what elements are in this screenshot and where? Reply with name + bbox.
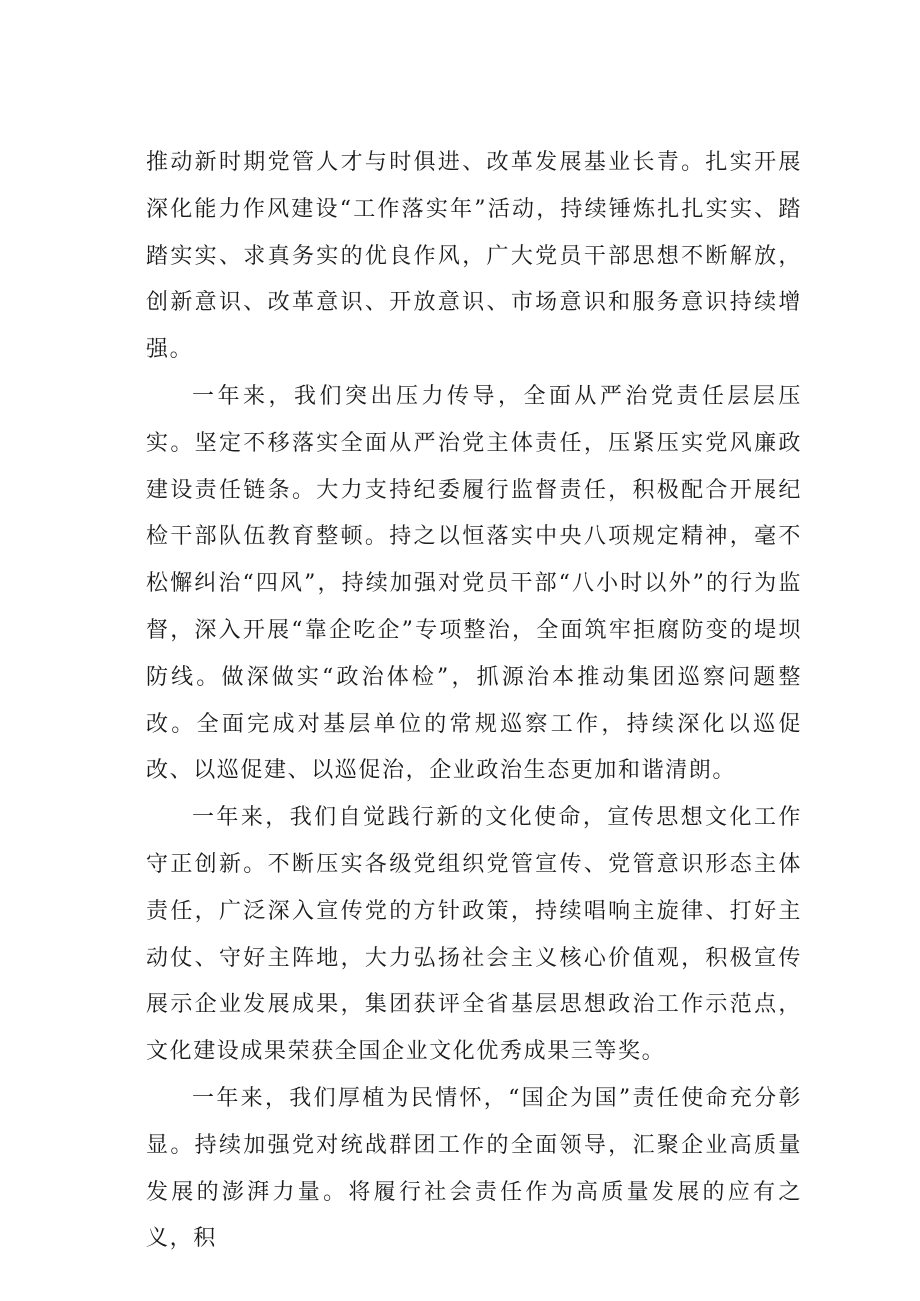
- paragraph-2: 一年来，我们突出压力传导，全面从严治党责任层层压实。坚定不移落实全面从严治党主体责任，压紧压实党风廉政建设责任链条。大力支持纪委履行监督责任，积极配合开展纪检干部队伍教育整顿。持之以恒落实中央八项规定精神，毫不松懈纠治“四风”，持续加强对党员干部“八小时以外”的行为监督，深入开展“靠企吃企”专项整治，全面筑牢拒腐防变的堤坝防线。做深做实“政治体检”，抓源治本推动集团巡察问题整改。全面完成对基层单位的常规巡察工作，持续深化以巡促改、以巡促建、以巡促治，企业政治生态更加和谐清朗。: [146, 383, 802, 784]
- paragraph-4: 一年来，我们厚植为民情怀，“国企为国”责任使命充分彰显。持续加强党对统战群团工作的全面领导，汇聚企业高质量发展的澎湃力量。将履行社会责任作为高质量发展的应有之义，积: [146, 1085, 802, 1252]
- paragraph-1: 推动新时期党管人才与时俱进、改革发展基业长青。扎实开展深化能力作风建设“工作落实年”活动，持续锤炼扎扎实实、踏踏实实、求真务实的优良作风，广大党员干部思想不断解放，创新意识、改革意识、开放意识、市场意识和服务意识持续增强。: [146, 150, 802, 363]
- document-page: [146, 140, 802, 1263]
- paragraph-3: 一年来，我们自觉践行新的文化使命，宣传思想文化工作守正创新。不断压实各级党组织党管宣传、党管意识形态主体责任，广泛深入宣传党的方针政策，持续唱响主旋律、打好主动仗、守好主阵地，大力弘扬社会主义核心价值观，积极宣传展示企业发展成果，集团获评全省基层思想政治工作示范点，文化建设成果荣获全国企业文化优秀成果三等奖。: [146, 805, 802, 1065]
